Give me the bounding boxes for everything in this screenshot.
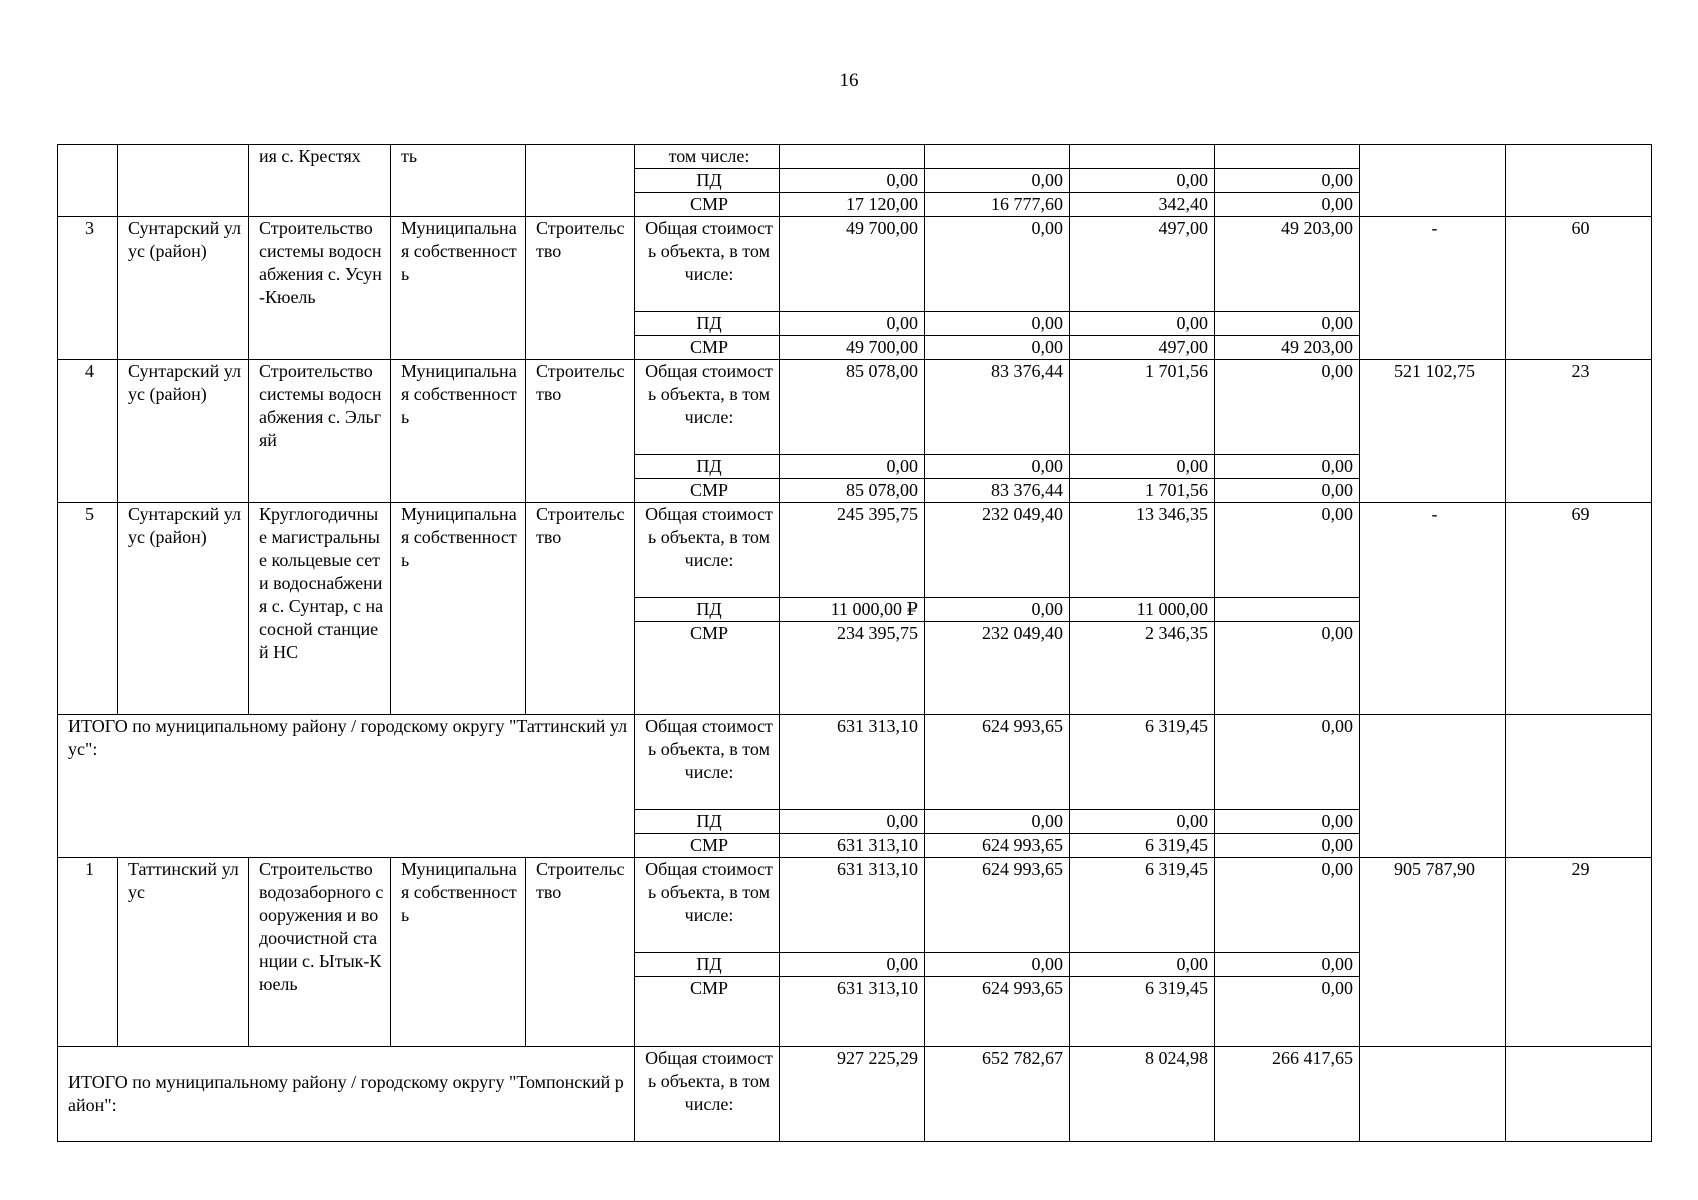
cell-value: 8 024,98 xyxy=(1070,1047,1215,1142)
cell-num xyxy=(58,145,118,217)
cell-work-type: Строительство xyxy=(526,503,635,715)
cell-smr-label: СМР xyxy=(635,834,780,858)
cell-value: 631 313,10 xyxy=(780,977,925,1047)
table-row xyxy=(58,360,1652,455)
cell-cost-label: Общая стоимость объекта, в том числе: xyxy=(635,217,780,312)
cell-value: 83 376,44 xyxy=(925,479,1070,503)
cell-value: 49 700,00 xyxy=(780,217,925,312)
cell-last: 60 xyxy=(1506,217,1652,360)
cell-smr-label: СМР xyxy=(635,336,780,360)
cell-extra: 905 787,90 xyxy=(1360,858,1506,1047)
page-number: 16 xyxy=(839,70,859,91)
cell-value: 631 313,10 xyxy=(780,858,925,953)
cell-value: 0,00 xyxy=(1215,953,1360,977)
cell-last: 23 xyxy=(1506,360,1652,503)
cell-cost-label: Общая стоимость объекта, в том числе: xyxy=(635,360,780,455)
itogo-label: ИТОГО по муниципальному району / городскому округу "Томпонский район": xyxy=(58,1047,635,1142)
cell-last: 69 xyxy=(1506,503,1652,715)
cell-value: 6 319,45 xyxy=(1070,858,1215,953)
cell-num: 4 xyxy=(58,360,118,503)
cell-ownership: ть xyxy=(391,145,526,217)
cell-value: 6 319,45 xyxy=(1070,715,1215,810)
cell-value: 1 701,56 xyxy=(1070,479,1215,503)
cell-extra xyxy=(1360,145,1506,217)
table-row xyxy=(58,217,1652,312)
cell-extra: - xyxy=(1360,217,1506,360)
table-row xyxy=(58,858,1652,953)
cell-value: 624 993,65 xyxy=(925,715,1070,810)
cell-value: 11 000,00 xyxy=(1070,598,1215,622)
cell-pd-label: ПД xyxy=(635,169,780,193)
cell-cost-label: Общая стоимость объекта, в том числе: xyxy=(635,715,780,810)
cell-ownership: Муниципальная собственность xyxy=(391,217,526,360)
cell-object: ия с. Крестях xyxy=(249,145,391,217)
cell-value xyxy=(925,145,1070,169)
cell-value: 245 395,75 xyxy=(780,503,925,598)
cell-value: 6 319,45 xyxy=(1070,977,1215,1047)
cell-last xyxy=(1506,1047,1652,1142)
cell-extra: 521 102,75 xyxy=(1360,360,1506,503)
cell-value: 342,40 xyxy=(1070,193,1215,217)
cell-value: 0,00 xyxy=(925,455,1070,479)
cell-smr-label: СМР xyxy=(635,622,780,715)
cell-value: 0,00 xyxy=(1215,715,1360,810)
cell-value: 0,00 xyxy=(925,336,1070,360)
cell-extra xyxy=(1360,715,1506,858)
cell-value: 652 782,67 xyxy=(925,1047,1070,1142)
cell-value: 0,00 xyxy=(1215,169,1360,193)
cell-value: 234 395,75 xyxy=(780,622,925,715)
cell-value: 0,00 xyxy=(1215,455,1360,479)
cell-object: Круглогодичные магистральные кольцевые сети водоснабжения с. Сунтар, с насосной станцией НС xyxy=(249,503,391,715)
cell-value: 11 000,00 ₽ xyxy=(780,598,925,622)
cell-value: 0,00 xyxy=(925,217,1070,312)
cell-object: Строительство системы водоснабжения с. Эльгяй xyxy=(249,360,391,503)
investment-table xyxy=(57,144,1652,1142)
cell-last: 29 xyxy=(1506,858,1652,1047)
cell-district: Сунтарский улус (район) xyxy=(118,217,249,360)
cell-value: 631 313,10 xyxy=(780,715,925,810)
cell-value: 0,00 xyxy=(1070,169,1215,193)
cell-smr-label: СМР xyxy=(635,193,780,217)
cell-value: 49 700,00 xyxy=(780,336,925,360)
cell-value: 6 319,45 xyxy=(1070,834,1215,858)
cell-pd-label: ПД xyxy=(635,455,780,479)
cell-value: 624 993,65 xyxy=(925,858,1070,953)
cell-value: 0,00 xyxy=(925,312,1070,336)
cell-work-type: Строительство xyxy=(526,360,635,503)
cell-district: Таттинский улус xyxy=(118,858,249,1047)
cell-value: 927 225,29 xyxy=(780,1047,925,1142)
cell-value: 0,00 xyxy=(780,169,925,193)
cell-num: 5 xyxy=(58,503,118,715)
cell-district: Сунтарский улус (район) xyxy=(118,360,249,503)
cell-value: 1 701,56 xyxy=(1070,360,1215,455)
cell-value: 497,00 xyxy=(1070,217,1215,312)
cell-value: 0,00 xyxy=(1070,455,1215,479)
cell-value: 85 078,00 xyxy=(780,479,925,503)
cell-smr-label: СМР xyxy=(635,977,780,1047)
total-row xyxy=(58,715,1652,810)
cell-ownership: Муниципальная собственность xyxy=(391,360,526,503)
total-row xyxy=(58,1047,1652,1142)
cell-work-type: Строительство xyxy=(526,858,635,1047)
cell-value: 0,00 xyxy=(1215,834,1360,858)
cell-pd-label: ПД xyxy=(635,598,780,622)
cell-value: 0,00 xyxy=(925,810,1070,834)
table-row xyxy=(58,503,1652,598)
cell-cost-label: Общая стоимость объекта, в том числе: xyxy=(635,858,780,953)
cell-value: 0,00 xyxy=(780,312,925,336)
cell-value xyxy=(780,145,925,169)
cell-work-type xyxy=(526,145,635,217)
cell-value: 0,00 xyxy=(925,953,1070,977)
cell-value: 0,00 xyxy=(1215,622,1360,715)
cell-cost-label: том числе: xyxy=(635,145,780,169)
cell-value: 232 049,40 xyxy=(925,503,1070,598)
cell-value: 2 346,35 xyxy=(1070,622,1215,715)
cell-value: 83 376,44 xyxy=(925,360,1070,455)
cell-value: 0,00 xyxy=(780,455,925,479)
cell-value: 232 049,40 xyxy=(925,622,1070,715)
cell-value: 631 313,10 xyxy=(780,834,925,858)
cell-value: 49 203,00 xyxy=(1215,217,1360,312)
cell-value: 624 993,65 xyxy=(925,834,1070,858)
cell-value: 0,00 xyxy=(1215,810,1360,834)
cell-pd-label: ПД xyxy=(635,953,780,977)
cell-value: 0,00 xyxy=(925,598,1070,622)
cell-value: 0,00 xyxy=(1215,977,1360,1047)
cell-num: 3 xyxy=(58,217,118,360)
cell-object: Строительство системы водоснабжения с. Усун-Кюель xyxy=(249,217,391,360)
cell-ownership: Муниципальная собственность xyxy=(391,503,526,715)
cell-value: 0,00 xyxy=(1215,360,1360,455)
cell-value: 49 203,00 xyxy=(1215,336,1360,360)
cell-value: 497,00 xyxy=(1070,336,1215,360)
cell-value: 0,00 xyxy=(1070,810,1215,834)
cell-value: 0,00 xyxy=(780,810,925,834)
table-row xyxy=(58,145,1652,169)
cell-value: 85 078,00 xyxy=(780,360,925,455)
cell-district xyxy=(118,145,249,217)
cell-value: 266 417,65 xyxy=(1215,1047,1360,1142)
cell-num: 1 xyxy=(58,858,118,1047)
cell-value xyxy=(1070,145,1215,169)
cell-value: 0,00 xyxy=(1070,312,1215,336)
cell-cost-label: Общая стоимость объекта, в том числе: xyxy=(635,1047,780,1142)
cell-extra xyxy=(1360,1047,1506,1142)
cell-last xyxy=(1506,145,1652,217)
cell-value: 624 993,65 xyxy=(925,977,1070,1047)
cell-value: 0,00 xyxy=(1215,858,1360,953)
cell-value: 0,00 xyxy=(780,953,925,977)
cell-work-type: Строительство xyxy=(526,217,635,360)
itogo-label: ИТОГО по муниципальному району / городскому округу "Таттинский улус": xyxy=(58,715,635,858)
cell-cost-label: Общая стоимость объекта, в том числе: xyxy=(635,503,780,598)
cell-last xyxy=(1506,715,1652,858)
cell-extra: - xyxy=(1360,503,1506,715)
cell-pd-label: ПД xyxy=(635,312,780,336)
cell-value: 0,00 xyxy=(1215,503,1360,598)
cell-object: Строительство водозаборного сооружения и водоочистной станции с. Ытык-Кюель xyxy=(249,858,391,1047)
cell-smr-label: СМР xyxy=(635,479,780,503)
cell-value: 17 120,00 xyxy=(780,193,925,217)
cell-value xyxy=(1215,598,1360,622)
cell-value: 0,00 xyxy=(1215,193,1360,217)
cell-value: 16 777,60 xyxy=(925,193,1070,217)
cell-pd-label: ПД xyxy=(635,810,780,834)
cell-value: 0,00 xyxy=(1070,953,1215,977)
cell-value: 0,00 xyxy=(1215,312,1360,336)
cell-value: 0,00 xyxy=(1215,479,1360,503)
cell-ownership: Муниципальная собственность xyxy=(391,858,526,1047)
cell-district: Сунтарский улус (район) xyxy=(118,503,249,715)
cell-value: 0,00 xyxy=(925,169,1070,193)
cell-value: 13 346,35 xyxy=(1070,503,1215,598)
cell-value xyxy=(1215,145,1360,169)
